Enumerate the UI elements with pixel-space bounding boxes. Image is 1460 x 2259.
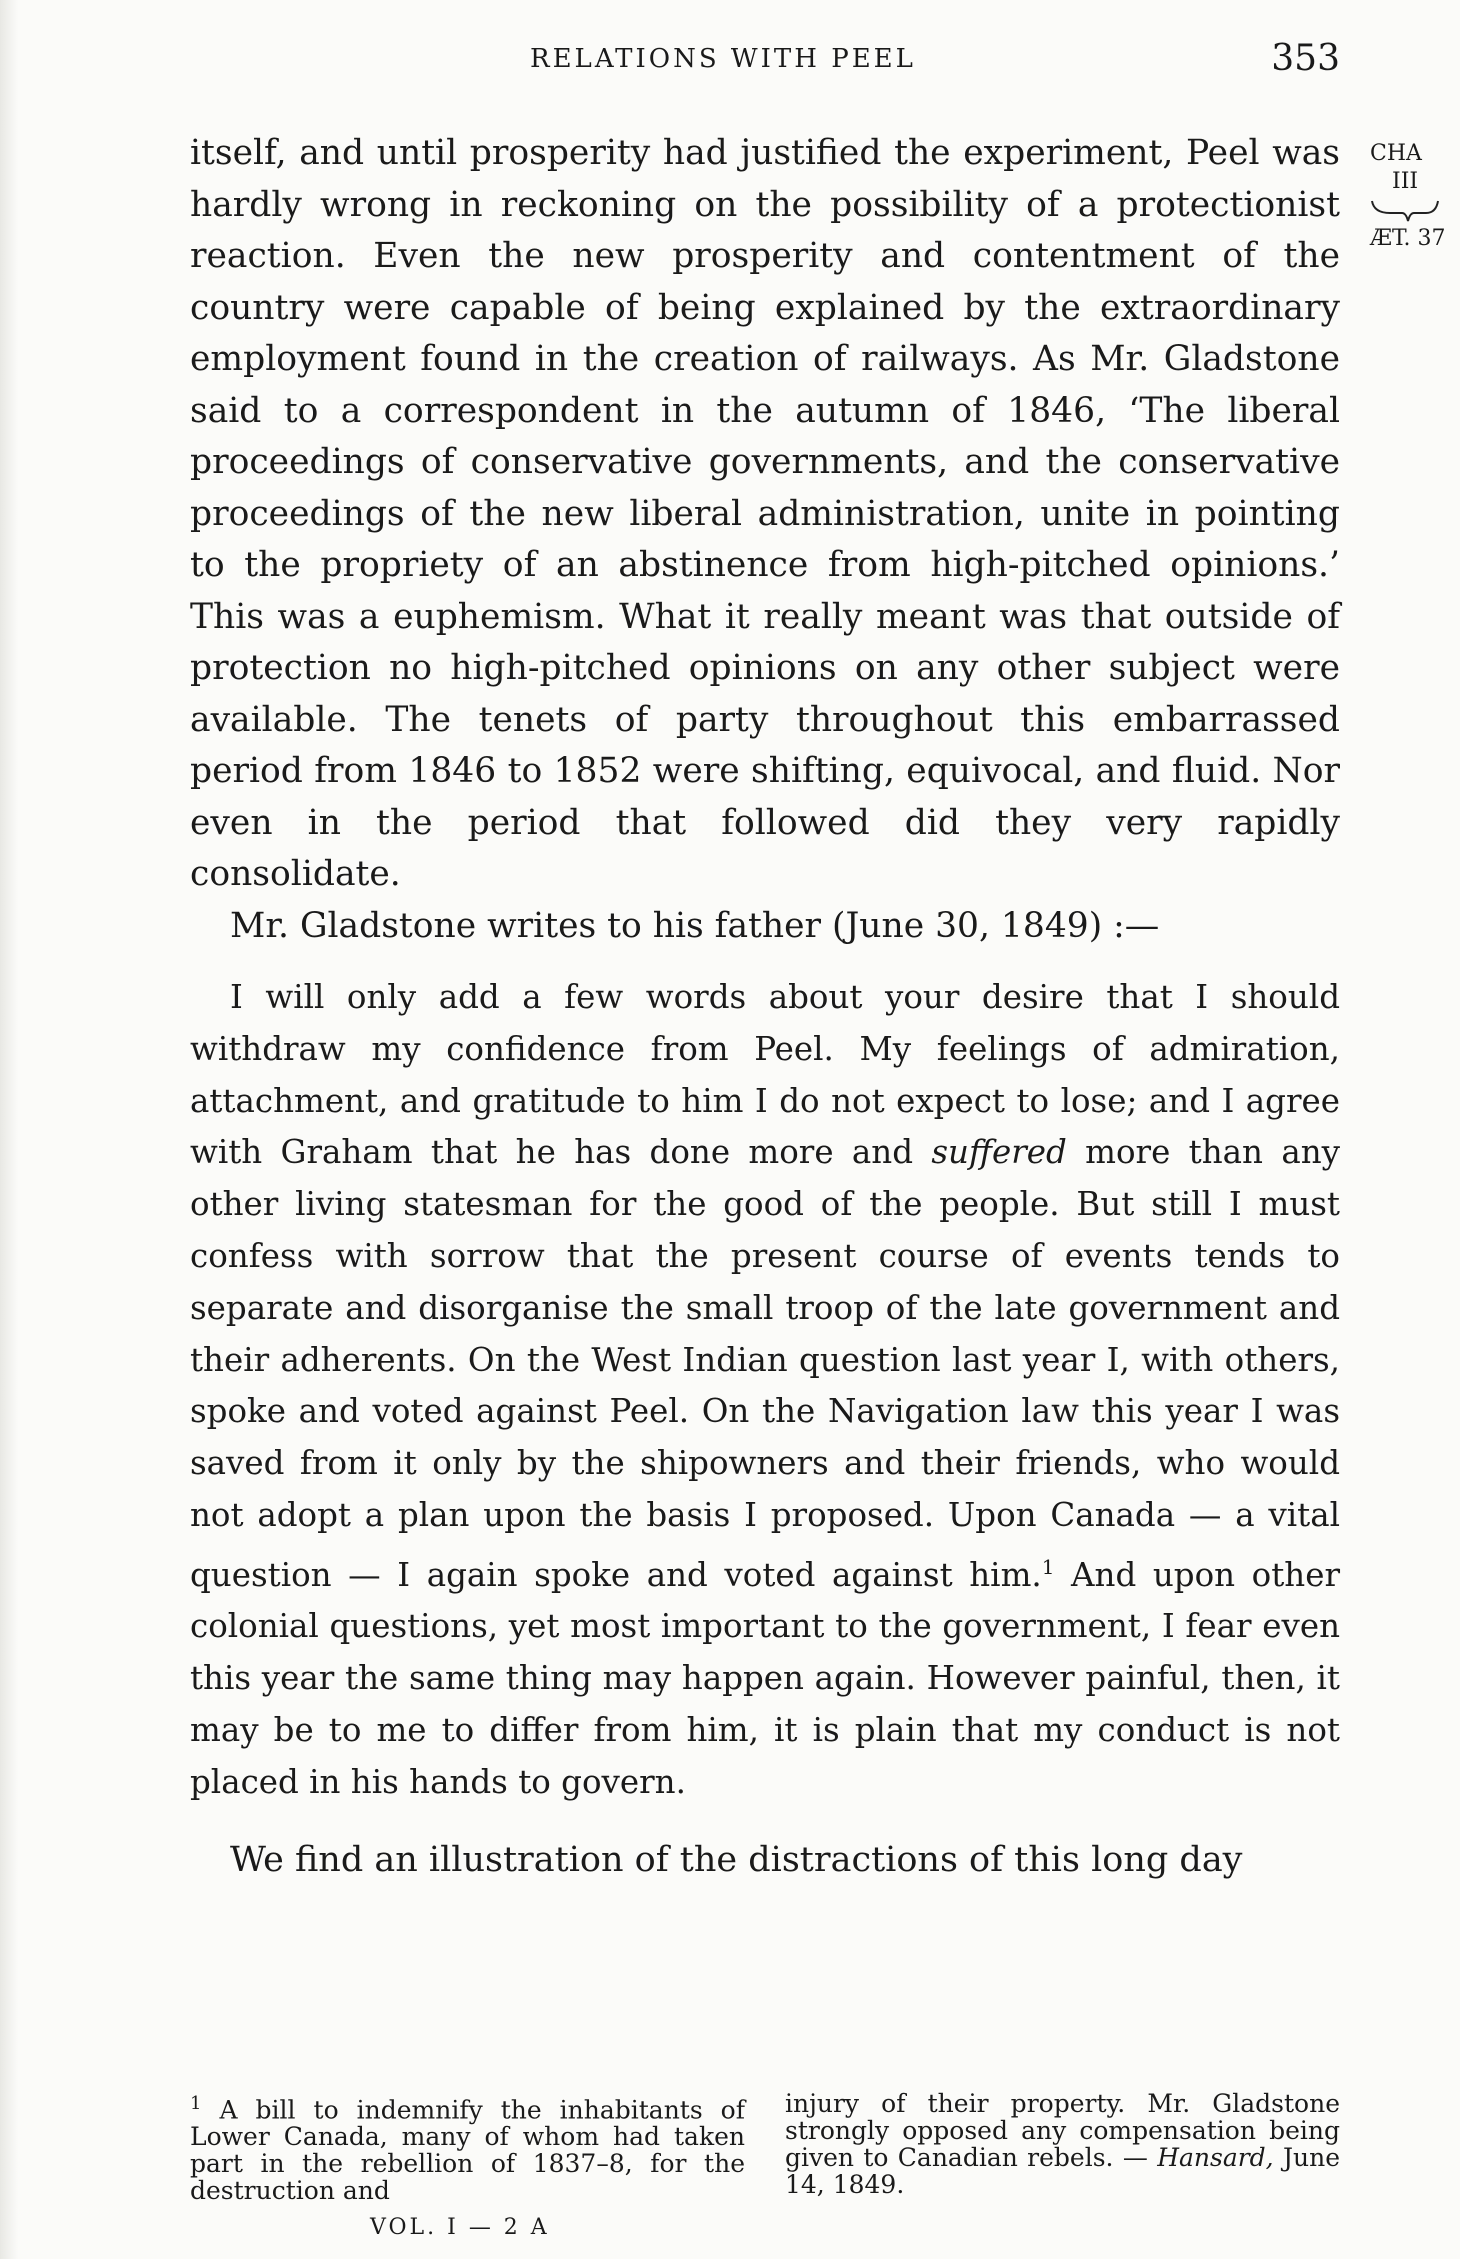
paragraph: itself, and until prosperity had justified the experiment, Peel was hardly wrong in reckoning on the possibility of a protectionist reaction. Even the new prosperity and contentment of the country were capable of being explained by the extraordinary employment found in the creation of railways. As Mr. Gladstone said to a correspondent in the autumn of 1846, ‘The liberal proceedings of conservative governments, and the conservative proceedings of the new liberal administration, unite in pointing to the propriety of an abstinence from high-pitched opinions.’ This was a euphemism. What it really meant was that outside of protection no high-pitched opinions on any other subject were available. The tenets of party throughout this embarrassed period from 1846 to 1852 were shifting, equivocal, and fluid. Nor even in the period that followed did they very rapidly consolidate. (190, 133, 1340, 894)
body-text (190, 128, 1340, 1886)
footnote-number: 1 (190, 2093, 202, 2114)
quote-text: more than any other living statesman for the good of the people. But still I must confess with sorrow that the present course of events tends to separate and disorganise the small troop of the late government and their adherents. On the West Indian question last year I, with others, spoke and voted against Peel. On the Navigation law this year I was saved from it only by the shipowners and their friends, who would not adopt a plan upon the basis I proposed. Upon Canada — a vital question — I again spoke and voted against him. (190, 1133, 1340, 1594)
footnote-citation: Hansard, (1157, 2143, 1274, 2172)
footnote-column (190, 2090, 745, 2204)
margin-chapter-number: III (1392, 168, 1419, 194)
signature-mark: VOL. I — 2 A (370, 2215, 550, 2240)
binding-edge (0, 0, 18, 2259)
margin-chapter: CHA (1370, 141, 1422, 166)
quote-text: I will only add a few words about your desire that I should withdraw my confidence from Peel. My feelings of admiration, attachment, and gratitude to him I do not expect to lose; and I agree with Graham that he has done more and (190, 978, 1340, 1172)
letter-intro: Mr. Gladstone writes to his father (June 30, 1849) :— (230, 905, 1160, 946)
quote-text: And upon other colonial questions, yet most important to the government, I fear even this year the same thing may happen again. However painful, then, it may be to me to differ from him, it is plain that my conduct is not placed in his hands to govern. (190, 1555, 1340, 1801)
margin-note (1370, 140, 1460, 253)
running-head (190, 38, 1340, 84)
footnote-text: A bill to indemnify the inhabitants of Lower Canada, many of whom had taken part in the rebellion of 1837–8, for the destruction and (190, 2095, 745, 2206)
running-title: RELATIONS WITH PEEL (530, 44, 916, 74)
margin-age: ÆT. 37 (1370, 226, 1446, 251)
quote-emphasis: suffered (931, 1133, 1067, 1172)
paragraph: We find an illustration of the distractions of this long day (230, 1839, 1243, 1880)
brace-icon (1370, 195, 1440, 225)
footnote-text: June 14, 1849. (785, 2143, 1340, 2199)
footnote-marker: 1 (1041, 1554, 1055, 1579)
footnotes (190, 2090, 1340, 2204)
page-number: 353 (1271, 38, 1340, 79)
footnote-text: injury of their property. Mr. Gladstone strongly opposed any compensation being given to Canadian rebels. — (785, 2089, 1340, 2172)
letter-quote (190, 972, 1340, 1809)
footnote-column (785, 2090, 1340, 2204)
